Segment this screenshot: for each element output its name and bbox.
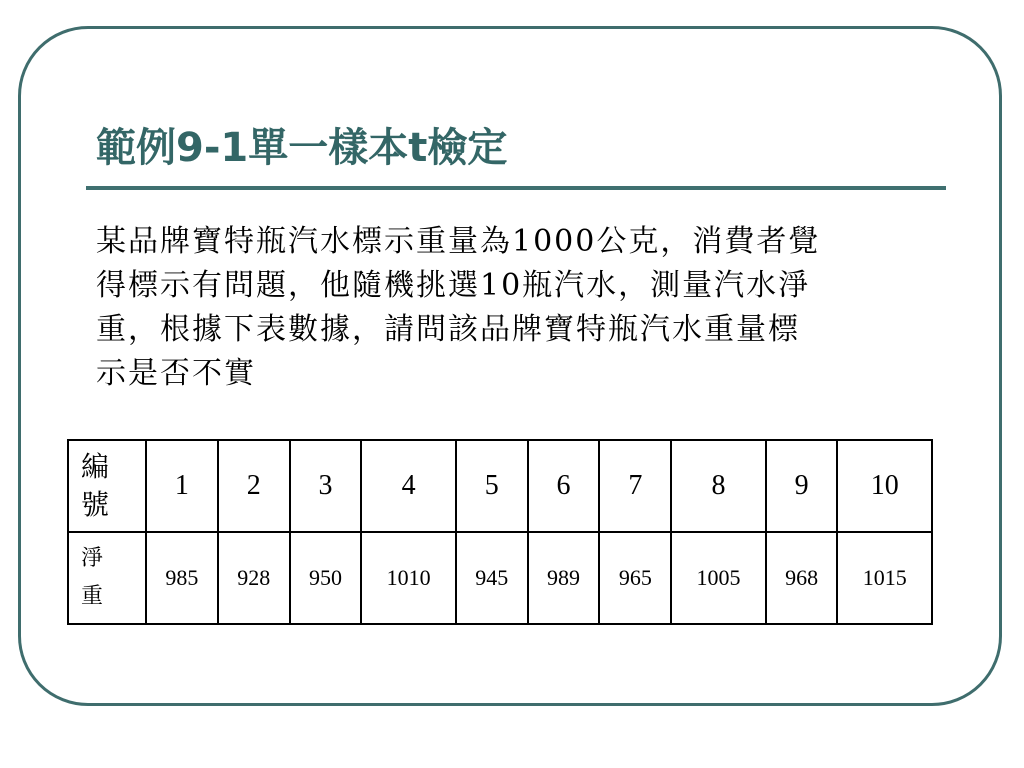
id-cell: 9 [766,440,838,532]
weight-label-char: 淨 [81,546,104,571]
problem-line: 重，根據下表數據，請問該品牌寶特瓶汽水重量標 [96,312,800,347]
weight-cell: 950 [290,532,362,624]
problem-text [96,220,946,396]
problem-line: 示是否不實 [96,356,256,391]
weight-cell: 928 [218,532,290,624]
slide-title: 範例9-1單一樣本t檢定 [96,125,508,171]
weight-cell: 968 [766,532,838,624]
id-cell: 5 [456,440,528,532]
weight-cell: 1010 [361,532,455,624]
title-underline [86,186,946,190]
id-cell: 10 [837,440,932,532]
problem-line: 某品牌寶特瓶汽水標示重量為1000公克，消費者覺 [96,224,821,259]
id-cell: 2 [218,440,290,532]
id-cell: 6 [528,440,600,532]
id-cell: 4 [361,440,455,532]
id-cell: 3 [290,440,362,532]
header-label-char: 編 [81,450,110,483]
weight-cell: 989 [528,532,600,624]
weight-cell: 985 [146,532,218,624]
header-label-char: 號 [81,488,110,521]
problem-line: 得標示有問題，他隨機挑選10瓶汽水，測量汽水淨 [96,268,811,303]
id-cell: 8 [671,440,765,532]
table-row-weights [68,532,932,624]
weight-cell: 1015 [837,532,932,624]
weight-data-table [67,439,933,625]
header-label-cell [68,440,146,532]
weight-label-char: 重 [81,584,104,609]
weight-cell: 945 [456,532,528,624]
weight-cell: 965 [599,532,671,624]
table-row-ids [68,440,932,532]
id-cell: 1 [146,440,218,532]
weight-cell: 1005 [671,532,765,624]
weight-label-cell [68,532,146,624]
id-cell: 7 [599,440,671,532]
